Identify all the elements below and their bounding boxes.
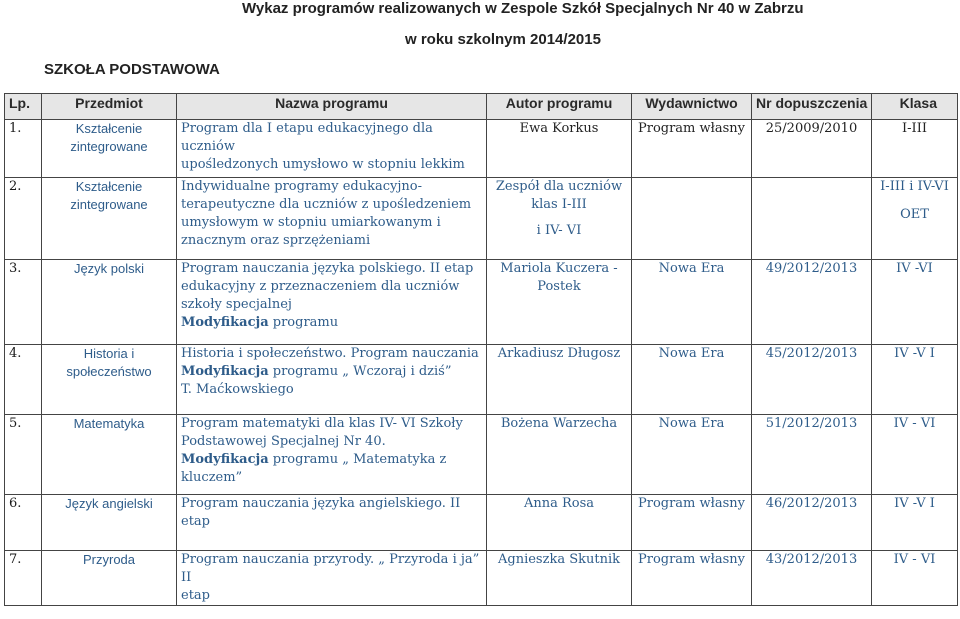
row-lp: 2.: [5, 178, 42, 260]
row-lp: 6.: [5, 495, 42, 551]
row-lp: 3.: [5, 260, 42, 345]
row-program: Program nauczania języka polskiego. II etap edukacyjny z przeznaczeniem dla uczniów szkoły specjalnej Modyfikacja programu: [177, 260, 487, 345]
row-class: I-III: [872, 120, 958, 178]
row-lp: 1.: [5, 120, 42, 178]
row-lp: 5.: [5, 415, 42, 495]
row-program: Program dla I etapu edukacyjnego dla uczniów upośledzonych umysłowo w stopniu lekkim: [177, 120, 487, 178]
header-approval-number: Nr dopuszczenia: [752, 94, 872, 120]
programs-table: [4, 93, 958, 606]
row-author: Zespół dla uczniów klas I-III i IV- VI: [487, 178, 632, 260]
table-row: [5, 495, 958, 551]
school-type-heading: SZKOŁA PODSTAWOWA: [44, 61, 220, 78]
row-class: I-III i IV-VI OET: [872, 178, 958, 260]
row-author: Bożena Warzecha: [487, 415, 632, 495]
row-class: IV -V I: [872, 495, 958, 551]
row-publisher: Program własny: [632, 120, 752, 178]
row-number: 25/2009/2010: [752, 120, 872, 178]
header-publisher: Wydawnictwo: [632, 94, 752, 120]
document-title: Wykaz programów realizowanych w Zespole Szkół Specjalnych Nr 40 w Zabrzu: [242, 0, 804, 17]
row-subject: Kształcenie zintegrowane: [42, 178, 177, 260]
row-class: IV - VI: [872, 415, 958, 495]
row-program: Historia i społeczeństwo. Program nauczania Modyfikacja programu „ Wczoraj i dziś” T. Maćkowskiego: [177, 345, 487, 415]
row-publisher: Nowa Era: [632, 345, 752, 415]
table-row: [5, 415, 958, 495]
table-header-row: [5, 94, 958, 120]
row-subject: Język polski: [42, 260, 177, 345]
row-program: Program matematyki dla klas IV- VI Szkoły Podstawowej Specjalnej Nr 40. Modyfikacja programu „ Matematyka z kluczem”: [177, 415, 487, 495]
row-number: [752, 178, 872, 260]
row-author: Ewa Korkus: [487, 120, 632, 178]
row-publisher: Program własny: [632, 551, 752, 606]
table-row: [5, 551, 958, 606]
row-subject: Kształcenie zintegrowane: [42, 120, 177, 178]
header-lp: Lp.: [5, 94, 42, 120]
row-subject: Historia i społeczeństwo: [42, 345, 177, 415]
row-author: Agnieszka Skutnik: [487, 551, 632, 606]
row-class: IV -V I: [872, 345, 958, 415]
row-author: Arkadiusz Długosz: [487, 345, 632, 415]
row-subject: Przyroda: [42, 551, 177, 606]
table-row: [5, 345, 958, 415]
row-number: 43/2012/2013: [752, 551, 872, 606]
table-row: [5, 178, 958, 260]
row-author: Anna Rosa: [487, 495, 632, 551]
row-subject: Matematyka: [42, 415, 177, 495]
row-number: 51/2012/2013: [752, 415, 872, 495]
document-subtitle: w roku szkolnym 2014/2015: [405, 31, 601, 48]
row-publisher: Nowa Era: [632, 260, 752, 345]
row-publisher: Program własny: [632, 495, 752, 551]
row-publisher: Nowa Era: [632, 415, 752, 495]
row-number: 46/2012/2013: [752, 495, 872, 551]
row-lp: 7.: [5, 551, 42, 606]
row-publisher: [632, 178, 752, 260]
header-class: Klasa: [872, 94, 958, 120]
row-class: IV -VI: [872, 260, 958, 345]
row-number: 49/2012/2013: [752, 260, 872, 345]
row-lp: 4.: [5, 345, 42, 415]
table-row: [5, 260, 958, 345]
header-subject: Przedmiot: [42, 94, 177, 120]
row-program: Program nauczania przyrody. „ Przyroda i ja” II etap: [177, 551, 487, 606]
header-author: Autor programu: [487, 94, 632, 120]
row-class: IV - VI: [872, 551, 958, 606]
row-subject: Język angielski: [42, 495, 177, 551]
row-program: Indywidualne programy edukacyjno- terapeutyczne dla uczniów z upośledzeniem umysłowym w stopniu umiarkowanym i znacznym oraz sprzężeniami: [177, 178, 487, 260]
row-author: Mariola Kuczera - Postek: [487, 260, 632, 345]
table-row: [5, 120, 958, 178]
row-program: Program nauczania języka angielskiego. II etap: [177, 495, 487, 551]
row-number: 45/2012/2013: [752, 345, 872, 415]
header-program-name: Nazwa programu: [177, 94, 487, 120]
